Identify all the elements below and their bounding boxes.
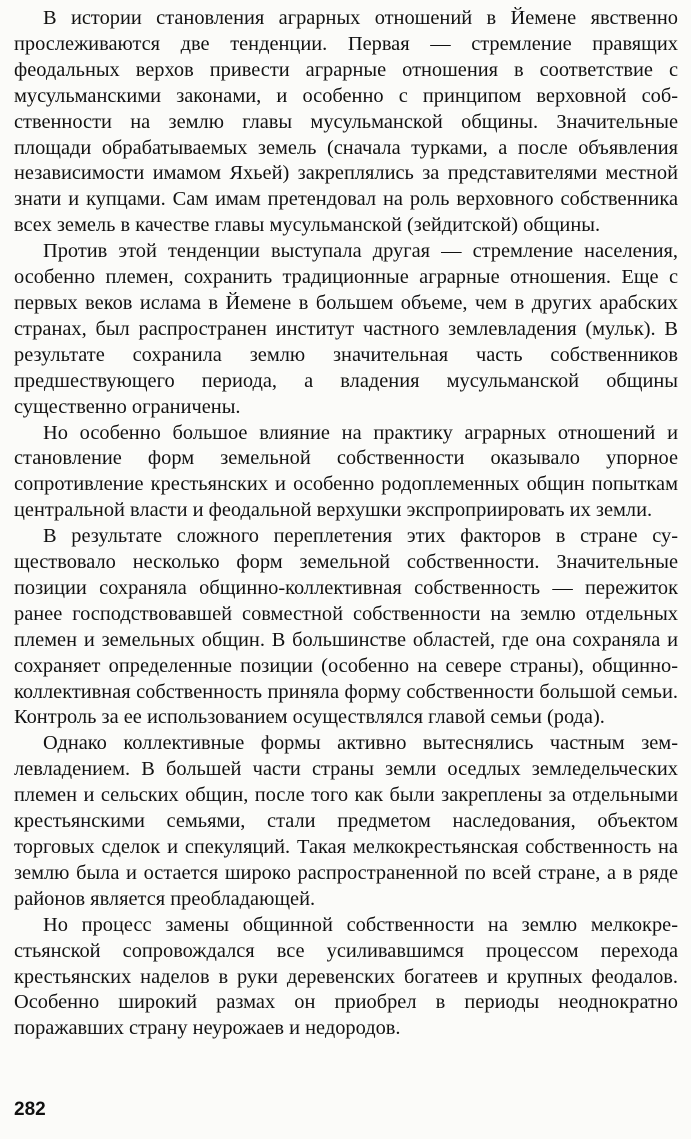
paragraph-3: Но особенно большое влияние на практику аграрных отношений и становление форм земельной собственности оказывало упорное сопротивление крестьянских и особенно родоплеменных общин попыткам центральной власти и феодальной верхушки экспроприировать их земли. xyxy=(14,421,678,522)
page-number: 282 xyxy=(14,1099,46,1120)
paragraph-1: В истории становления аграрных отношений в Йемене явственно прослеживаются две тенденции. Первая — стремление правящих феодальных верхов привести аграрные отношения в соответствие с мусульманскими законами, и особенно с принципом верховной собственности на землю главы мусульманской общины. Значительные площади обрабатываемых земель (сначала турками, а после объявления независимости имамом Яхьей) закреплялись за представителями местной знати и купцами. Сам имам претендовал на роль верховного собственника всех земель в качестве главы мусульманской (зейдитской) общины. xyxy=(14,7,678,237)
paragraph-5: Однако коллективные формы активно вытеснялись частным землевладением. В большей части страны земли оседлых земледельческих племен и сельских общин, после того как были закреплены за отдельными крестьянскими семьями, стали предметом наследования, объектом торговых сделок и спекуляций. Такая мелкокрестьянская собственность на землю была и остается широко распространенной по всей стране, а в ряде районов является преобладающей. xyxy=(14,732,678,910)
paragraph-2: Против этой тенденции выступала другая — стремление населения, особенно племен, сохранить традиционные аграрные отношения. Еще с первых веков ислама в Йемене в большем объеме, чем в других арабских странах, был распространен институт частного землевладения (мульк). В результате сохранила землю значительная часть собственников предшествующего периода, а владения мусульманской общины существенно ограничены. xyxy=(14,240,678,418)
body-text xyxy=(14,6,678,1042)
paragraph-4: В результате сложного переплетения этих факторов в стране существовало несколько форм земельной собственности. Значительные позиции сохраняла общинно-коллективная собственность — пережиток ранее господствовавшей совместной собственности на землю отдельных племен и земельных общин. В большинстве областей, где она сохраняла и сохраняет определенные позиции (особенно на севере страны), общинно-коллективная собственность приняла форму собственности большой семьи. Контроль за ее использованием осуществлялся главой семьи (рода). xyxy=(14,525,678,729)
paragraph-6: Но процесс замены общинной собственности на землю мелкокрестьянской сопровождался все усиливавшимся процессом перехода крестьянских наделов в руки деревенских богатеев и крупных феодалов. Особенно широкий размах он приобрел в периоды неоднократно поражавших страну неурожаев и недородов. xyxy=(14,913,678,1040)
